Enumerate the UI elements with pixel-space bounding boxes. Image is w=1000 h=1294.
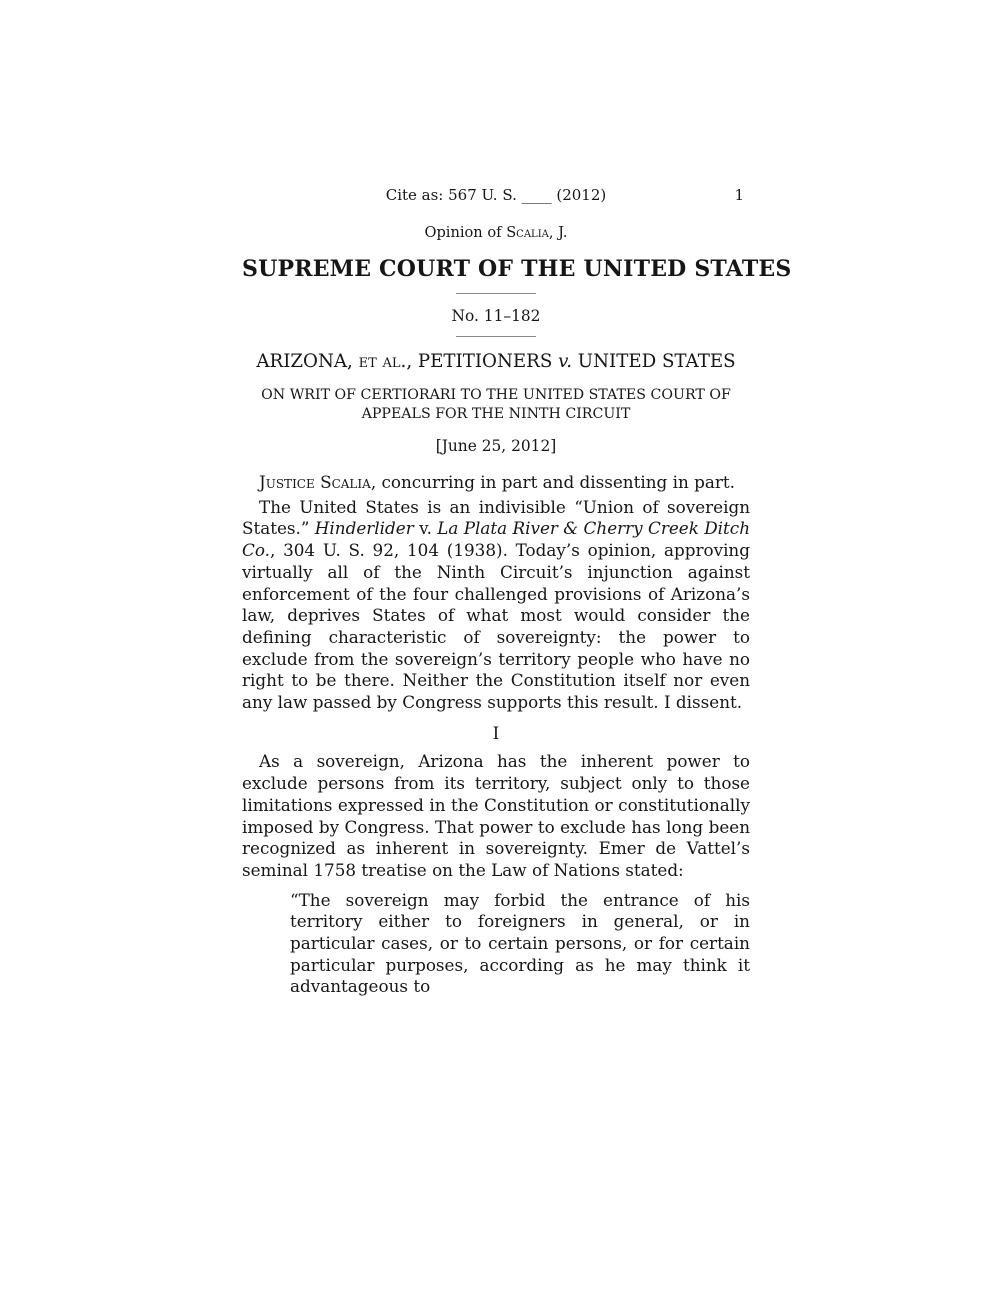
docket-number: No. 11–182 [451, 307, 541, 325]
divider-rule [456, 293, 536, 294]
block-quote: “The sovereign may forbid the entrance of his territory either to foreigners in general, or in particular cases, or to certain persons, or for certain particular purposes, according as he may think it advantageous to [290, 889, 750, 997]
case-respondent: UNITED STATES [571, 351, 736, 372]
page-content [242, 186, 792, 998]
page-number: 1 [734, 186, 744, 204]
case-citation-name: Hinderlider [314, 518, 414, 539]
case-petitioners-label: , PETITIONERS [406, 351, 559, 372]
decision-date: [June 25, 2012] [435, 437, 557, 455]
paragraph-justice-lead: Justice Scalia [259, 472, 371, 492]
paragraph: As a sovereign, Arizona has the inherent power to exclude persons from its territory, subject only to those limitations expressed in the Constitution or constitutionally imposed by Congress. That power to exclude has long been recognized as inherent in sovereignty. Emer de Vattel’s seminal 1758 treatise on the Law of Nations stated: [242, 751, 750, 880]
case-title [242, 351, 750, 372]
court-title: SUPREME COURT OF THE UNITED STATES [242, 256, 792, 282]
writ-statement [242, 386, 750, 423]
opinion-suffix: , J. [548, 224, 568, 241]
justice-name: Scalia [506, 224, 549, 241]
section-heading: I [492, 722, 500, 743]
writ-line-2: APPEALS FOR THE NINTH CIRCUIT [361, 405, 631, 422]
paragraph-attribution-rest: , concurring in part and dissenting in part. [370, 472, 735, 492]
opinion-attribution [242, 224, 750, 241]
paragraph-text: , 304 U. S. 92, 104 (1938). Today’s opinion, approving virtually all of the Ninth Circuit’s injunction against enforcement of the four challenged provisions of Arizona’s law, deprives States of what most would consider the defining characteristic of sovereignty: the power to exclude from the sovereign’s territory people who have no right to be there. Neither the Constitution itself nor even any law passed by Congress supports this result. I dissent. [242, 540, 750, 713]
opinion-prefix: Opinion of [424, 224, 507, 241]
divider-rule [456, 336, 536, 337]
case-versus: v. [558, 351, 572, 372]
case-etal: et al. [358, 351, 407, 372]
writ-line-1: ON WRIT OF CERTIORARI TO THE UNITED STATES COURT OF [261, 387, 731, 403]
paragraph [242, 497, 750, 714]
citation-versus: v. [413, 518, 438, 539]
paragraph-attribution [242, 472, 750, 494]
case-petitioner: ARIZONA, [256, 351, 359, 372]
citation-line: Cite as: 567 U. S. ____ (2012) [385, 186, 607, 204]
opinion-body [242, 472, 750, 998]
running-head [242, 186, 750, 204]
case-citation-name: La Plata River & Cherry Creek Ditch Co. [242, 518, 750, 561]
paragraph-text: The United States is an indivisible “Union of sovereign States.” [242, 496, 750, 539]
